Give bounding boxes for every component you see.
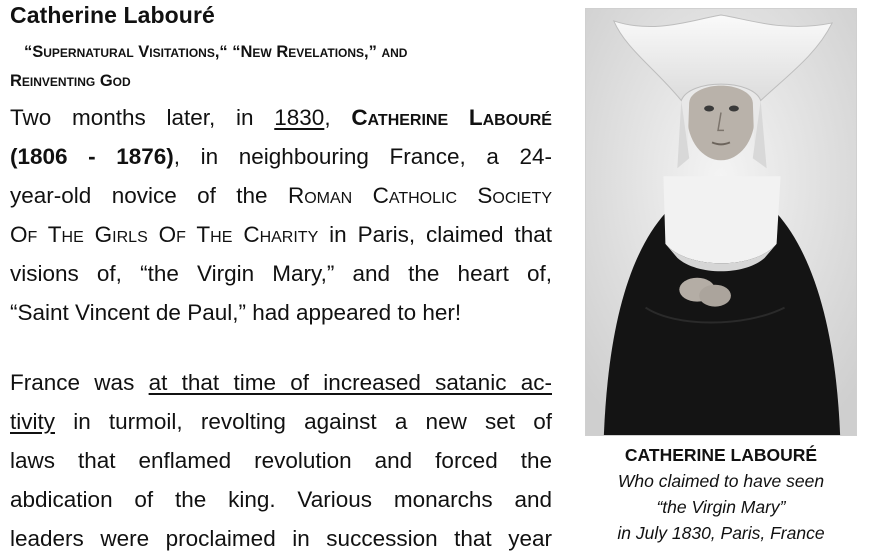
paragraph-1-line-6: “Saint Vincent de Paul,” had appeared to her!	[10, 300, 462, 325]
society-name-1: Roman Catholic Society	[287, 183, 552, 208]
caption-line-2: “the Virgin Mary”	[656, 497, 786, 517]
year-1830: 1830	[274, 105, 325, 130]
left-eye	[704, 106, 714, 112]
person-name: Catherine Labouré	[351, 105, 552, 130]
portrait-photo	[585, 8, 857, 436]
paragraph-2-line-5: leaders were proclaimed in succession that year	[10, 526, 552, 551]
paragraph-2-line-1	[10, 363, 552, 402]
underlined-phrase-1: at that time of increased satanic ac-	[148, 370, 552, 395]
text-run: France was	[10, 370, 149, 395]
paragraph-2-line-2	[10, 402, 552, 441]
paragraph-1-line-4	[10, 215, 552, 254]
photo-caption	[585, 442, 857, 546]
subtitle-line-2: Reinventing God	[10, 72, 131, 90]
section-subtitle	[10, 37, 565, 96]
paragraph-1-line-3	[10, 176, 552, 215]
text-run: Two months later, in	[10, 105, 275, 130]
society-name-2: Of The Girls Of The Charity	[10, 222, 319, 247]
underlined-phrase-2: tivity	[10, 409, 55, 434]
text-run: in Paris, claimed that	[318, 222, 552, 247]
white-collar	[663, 176, 780, 263]
paragraph-2-line-4: abdication of the king. Various monarchs and	[10, 487, 552, 512]
paragraph-2	[10, 363, 552, 558]
life-dates: (1806 - 1876)	[10, 144, 174, 169]
paragraph-1-line-2	[10, 137, 552, 176]
text-run: year-old novice of the	[10, 183, 288, 208]
section-title: Catherine Labouré	[10, 2, 215, 28]
caption-line-3: in July 1830, Paris, France	[617, 523, 825, 543]
text-run: ,	[324, 105, 352, 130]
text-run: in turmoil, revolting against a new set of	[55, 409, 552, 434]
paragraph-1	[10, 98, 552, 332]
paragraph-1-line-5: visions of, “the Virgin Mary,” and the heart of,	[10, 261, 552, 286]
caption-name: CATHERINE LABOURÉ	[624, 445, 818, 465]
portrait-illustration	[586, 9, 856, 435]
paragraph-1-line-1	[10, 98, 552, 137]
right-hand	[699, 285, 731, 307]
subtitle-line-1: “Supernatural Visitations,“ “New Revelations,” and	[24, 43, 408, 61]
caption-line-1: Who claimed to have seen	[617, 471, 825, 491]
text-run: , in neighbouring France, a 24-	[173, 144, 552, 169]
paragraph-2-line-3: laws that enflamed revolution and forced the	[10, 448, 552, 473]
right-eye	[729, 106, 739, 112]
